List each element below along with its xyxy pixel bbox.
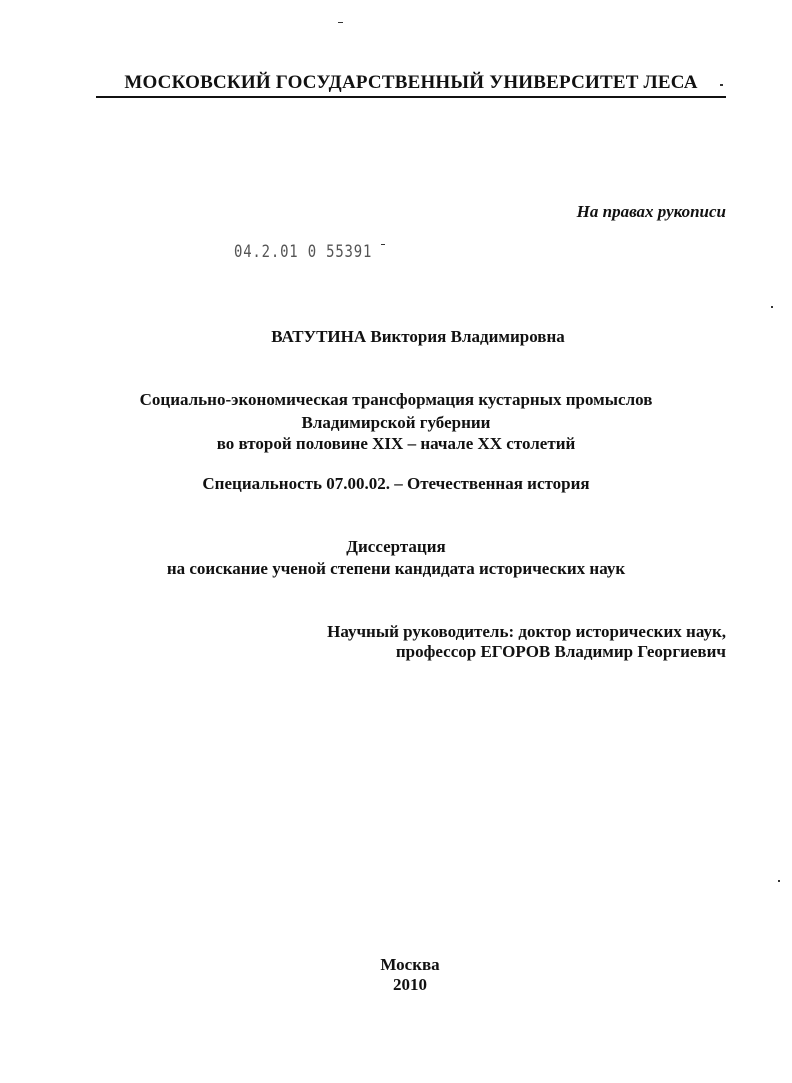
- scan-speck: [771, 306, 773, 308]
- scan-speck: [778, 880, 780, 882]
- scan-speck: [720, 84, 723, 86]
- header-underline: [96, 96, 726, 98]
- degree-line: на соискание ученой степени кандидата исторических наук: [166, 559, 626, 578]
- supervisor-line-2: профессор ЕГОРОВ Владимир Георгиевич: [395, 642, 726, 661]
- thesis-title-line-1: Социально-экономическая трансформация кустарных промыслов: [139, 390, 653, 409]
- city: Москва: [380, 955, 440, 974]
- author-name: ВАТУТИНА Виктория Владимировна: [271, 327, 565, 346]
- scan-speck: [381, 244, 385, 245]
- library-stamp-number: 04.2.01 0 55391: [234, 242, 373, 262]
- specialty-line: Специальность 07.00.02. – Отечественная история: [202, 474, 590, 493]
- scan-speck: [338, 22, 343, 23]
- year: 2010: [393, 975, 427, 994]
- thesis-title-line-2: Владимирской губернии: [301, 413, 491, 432]
- thesis-title-line-3: во второй половине XIX – начале XX столетий: [216, 434, 576, 453]
- university-name: МОСКОВСКИЙ ГОСУДАРСТВЕННЫЙ УНИВЕРСИТЕТ ЛЕСА: [124, 72, 698, 93]
- supervisor-line-1: Научный руководитель: доктор исторических наук,: [327, 622, 726, 641]
- document-type: Диссертация: [346, 537, 446, 556]
- manuscript-rights-note: На правах рукописи: [576, 202, 726, 221]
